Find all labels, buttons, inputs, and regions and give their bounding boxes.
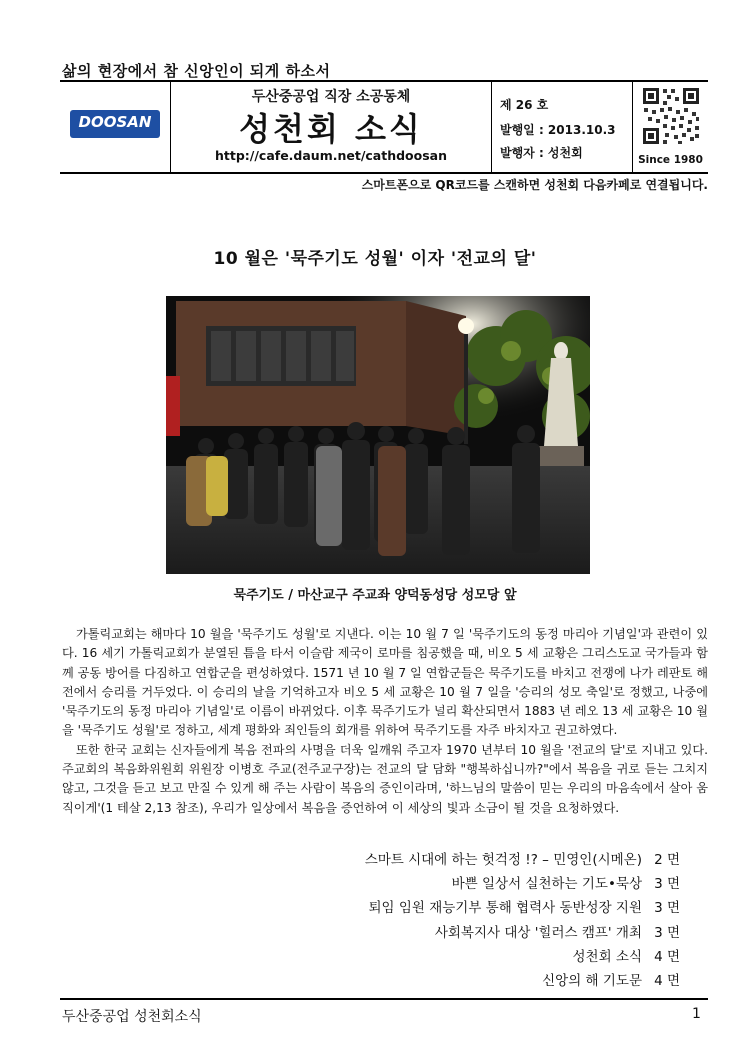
footer-divider	[60, 998, 708, 1000]
issue-cell	[492, 82, 633, 172]
footer-title: 두산중공업 성천회소식	[62, 1009, 202, 1025]
toc-item[interactable]	[320, 848, 680, 872]
article-paragraph-1: 가톨릭교회는 해마다 10 월을 '묵주기도 성월'로 지낸다. 이는 10 월 7 일 '묵주기도의 동정 마리아 기념일'과 관련이 있다. 16 세기 가톨릭교회가 분열된 틈을 타서 이슬람 제국이 로마를 침공했을 때, 비오 5 세 교황은 그리스도교 국가들과 함께 공동 방어를 다짐하고 연합군을 편성하였다. 1571 년 10 월 7 일 연합군들은 묵주기도를 바치고 전쟁에 나가 레판토 해전에서 승리를 거두었다. 이 승리의 날을 기억하고자 비오 5 세 교황은 10 월 7 일을 '승리의 성모 축일'로 정했고, 나중에 '묵주기도의 동정 마리아 기념일'로 이름이 바뀌었다. 이후 묵주기도가 널리 확산되면서 1883 년 레오 13 세 교황은 10 월을 '묵주기도 성월'로 정하고, 세계 평화와 죄인들의 회개를 위하여 묵주기도를 자주 바치자고 권고하였다.	[62, 627, 708, 738]
toc-item-page: 3 면	[654, 876, 680, 893]
logo-cell	[60, 82, 171, 172]
motto: 삶의 현장에서 참 신앙인이 되게 하소서	[62, 62, 331, 80]
toc-item-title: 바쁜 일상서 실천하는 기도•묵상	[451, 876, 642, 893]
qr-code[interactable]	[641, 86, 701, 146]
issue-date: 발행일 : 2013.10.3	[500, 123, 616, 137]
toc-item-title: 성천회 소식	[572, 948, 642, 965]
toc-item-page: 3 면	[654, 924, 680, 941]
newsletter-subtitle: 두산중공업 직장 소공동체	[251, 89, 411, 105]
article-body	[62, 625, 708, 818]
toc-item-title: 사회복지사 대상 '힐러스 캠프' 개최	[434, 924, 642, 941]
since-year: Since 1980	[638, 154, 703, 166]
toc-item-title: 퇴임 임원 재능기부 통해 협력사 동반성장 지원	[368, 900, 642, 917]
toc-item-page: 4 면	[654, 973, 680, 990]
title-cell	[171, 82, 492, 172]
toc-item[interactable]	[320, 969, 680, 993]
article-paragraph-2: 또한 한국 교회는 신자들에게 복음 전파의 사명을 더욱 일깨워 주고자 1970 년부터 10 월을 '전교의 달'로 지내고 있다. 주교회의 복음화위원회 위원장 이병호 주교(전주교구장)는 전교의 달 담화 "행복하십니까?"에서 복음을 귀로 듣는 그치지 않고, 그것을 듣고 보고 만질 수 있게 해 주는 사람이 복음의 증인이라며, '하느님의 말씀이 믿는 우리의 마음속에서 살아 움직이게'(1 테살 2,13 참조), 우리가 일상에서 복음을 증언하여 이 세상의 빛과 소금이 될 것을 요청하였다.	[62, 742, 708, 815]
page-number: 1	[692, 1006, 701, 1022]
publisher: 발행자 : 성천회	[500, 146, 583, 160]
toc-item[interactable]	[320, 896, 680, 920]
toc-item-title: 스마트 시대에 하는 헛걱정 !? – 민영인(시메온)	[364, 852, 642, 868]
headline: 10 월은 '묵주기도 성월' 이자 '전교의 달'	[213, 249, 537, 269]
table-of-contents	[320, 848, 680, 993]
masthead	[60, 80, 708, 174]
toc-item[interactable]	[320, 921, 680, 945]
toc-item-page: 3 면	[654, 900, 680, 917]
doosan-logo-text: DOOSAN	[78, 113, 152, 131]
toc-item-page: 4 면	[654, 948, 680, 965]
cafe-url[interactable]: http://cafe.daum.net/cathdoosan	[214, 148, 448, 163]
rosary-prayer-photo	[166, 296, 590, 574]
photo-caption: 묵주기도 / 마산교구 주교좌 양덕동성당 성모당 앞	[233, 588, 517, 603]
toc-item-title: 신앙의 해 기도문	[542, 973, 642, 990]
qr-cell	[633, 82, 708, 172]
qr-note: 스마트폰으로 QR코드를 스캔하면 성천회 다음카페로 연결됩니다.	[361, 178, 708, 192]
toc-item[interactable]	[320, 872, 680, 896]
issue-number: 제 26 호	[500, 98, 549, 112]
newsletter-title: 성천회 소식	[239, 110, 423, 148]
toc-item[interactable]	[320, 945, 680, 969]
toc-item-page: 2 면	[654, 852, 680, 868]
